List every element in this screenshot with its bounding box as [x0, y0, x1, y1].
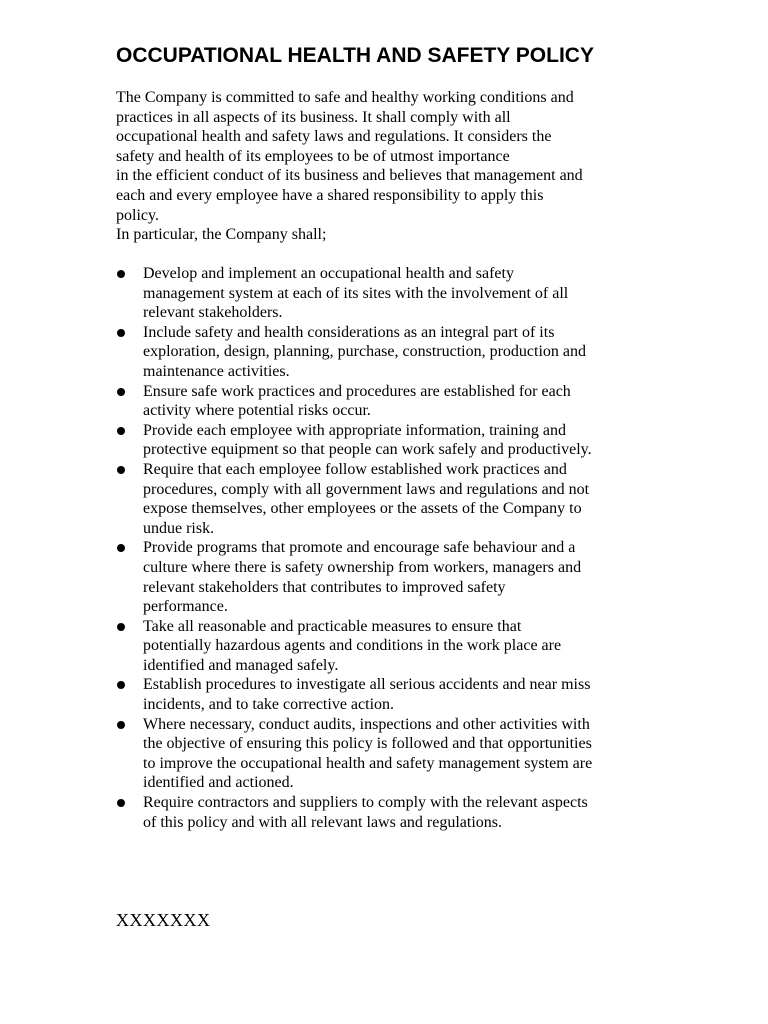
bullet-line: maintenance activities.	[143, 362, 290, 380]
bullet-icon	[117, 721, 125, 729]
intro-line: safety and health of its employees to be of utmost importance	[116, 147, 510, 165]
intro-line: policy.	[116, 206, 159, 224]
bullet-line: Require that each employee follow established work practices and	[143, 460, 567, 478]
bullet-icon	[117, 466, 125, 474]
list-item	[116, 617, 656, 676]
list-item	[116, 264, 656, 323]
list-item	[116, 421, 656, 460]
list-item	[116, 460, 656, 538]
bullet-line: protective equipment so that people can work safely and productively.	[143, 441, 592, 459]
bullet-line: management system at each of its sites with the involvement of all	[143, 284, 569, 302]
bullet-line: Provide each employee with appropriate information, training and	[143, 421, 566, 439]
bullet-icon	[117, 388, 125, 396]
bullet-line: Ensure safe work practices and procedures are established for each	[143, 382, 571, 400]
bullet-line: expose themselves, other employees or the assets of the Company to	[143, 500, 582, 518]
bullet-line: procedures, comply with all government laws and regulations and not	[143, 480, 590, 498]
bullet-icon	[117, 544, 125, 552]
bullet-icon	[117, 329, 125, 337]
bullet-line: of this policy and with all relevant laws and regulations.	[143, 813, 503, 831]
intro-paragraph	[116, 88, 656, 225]
intro-line: each and every employee have a shared responsibility to apply this	[116, 186, 544, 204]
bullet-line: the objective of ensuring this policy is followed and that opportunities	[143, 735, 592, 753]
intro-line: occupational health and safety laws and regulations. It considers the	[116, 128, 552, 146]
intro-line: practices in all aspects of its business. It shall comply with all	[116, 108, 511, 126]
list-item	[116, 675, 656, 714]
bullet-icon	[117, 427, 125, 435]
bullet-line: Provide programs that promote and encourage safe behaviour and a	[143, 539, 576, 557]
bullet-line: Where necessary, conduct audits, inspections and other activities with	[143, 715, 590, 733]
bullet-line: activity where potential risks occur.	[143, 402, 371, 420]
bullet-icon	[117, 623, 125, 631]
bullet-icon	[117, 799, 125, 807]
policy-commitments-list	[116, 264, 656, 832]
bullet-line: Establish procedures to investigate all serious accidents and near miss	[143, 676, 591, 694]
list-item	[116, 323, 656, 382]
bullet-line: relevant stakeholders that contributes to improved safety	[143, 578, 506, 596]
document-title: OCCUPATIONAL HEALTH AND SAFETY POLICY	[116, 44, 594, 67]
bullet-line: Include safety and health considerations as an integral part of its	[143, 323, 555, 341]
lead-in-text: In particular, the Company shall;	[116, 226, 327, 243]
list-item	[116, 538, 656, 616]
bullet-icon	[117, 681, 125, 689]
intro-line: in the efficient conduct of its business and believes that management and	[116, 167, 583, 185]
bullet-line: culture where there is safety ownership from workers, managers and	[143, 558, 582, 576]
list-item	[116, 715, 656, 793]
bullet-line: potentially hazardous agents and conditions in the work place are	[143, 637, 562, 655]
bullet-line: incidents, and to take corrective action.	[143, 696, 395, 714]
bullet-line: relevant stakeholders.	[143, 304, 283, 322]
bullet-line: to improve the occupational health and safety management system are	[143, 754, 593, 772]
bullet-line: Develop and implement an occupational health and safety	[143, 265, 514, 282]
intro-line: The Company is committed to safe and healthy working conditions and	[116, 89, 574, 106]
bullet-line: Require contractors and suppliers to comply with the relevant aspects	[143, 794, 588, 812]
bullet-line: identified and actioned.	[143, 774, 294, 792]
signature-placeholder: XXXXXXX	[116, 910, 211, 930]
bullet-icon	[117, 270, 125, 278]
bullet-line: Take all reasonable and practicable measures to ensure that	[143, 617, 522, 635]
list-item	[116, 382, 656, 421]
bullet-line: exploration, design, planning, purchase, construction, production and	[143, 343, 587, 361]
bullet-line: performance.	[143, 598, 228, 616]
bullet-line: undue risk.	[143, 519, 215, 537]
bullet-line: identified and managed safely.	[143, 656, 339, 674]
list-item	[116, 793, 656, 832]
